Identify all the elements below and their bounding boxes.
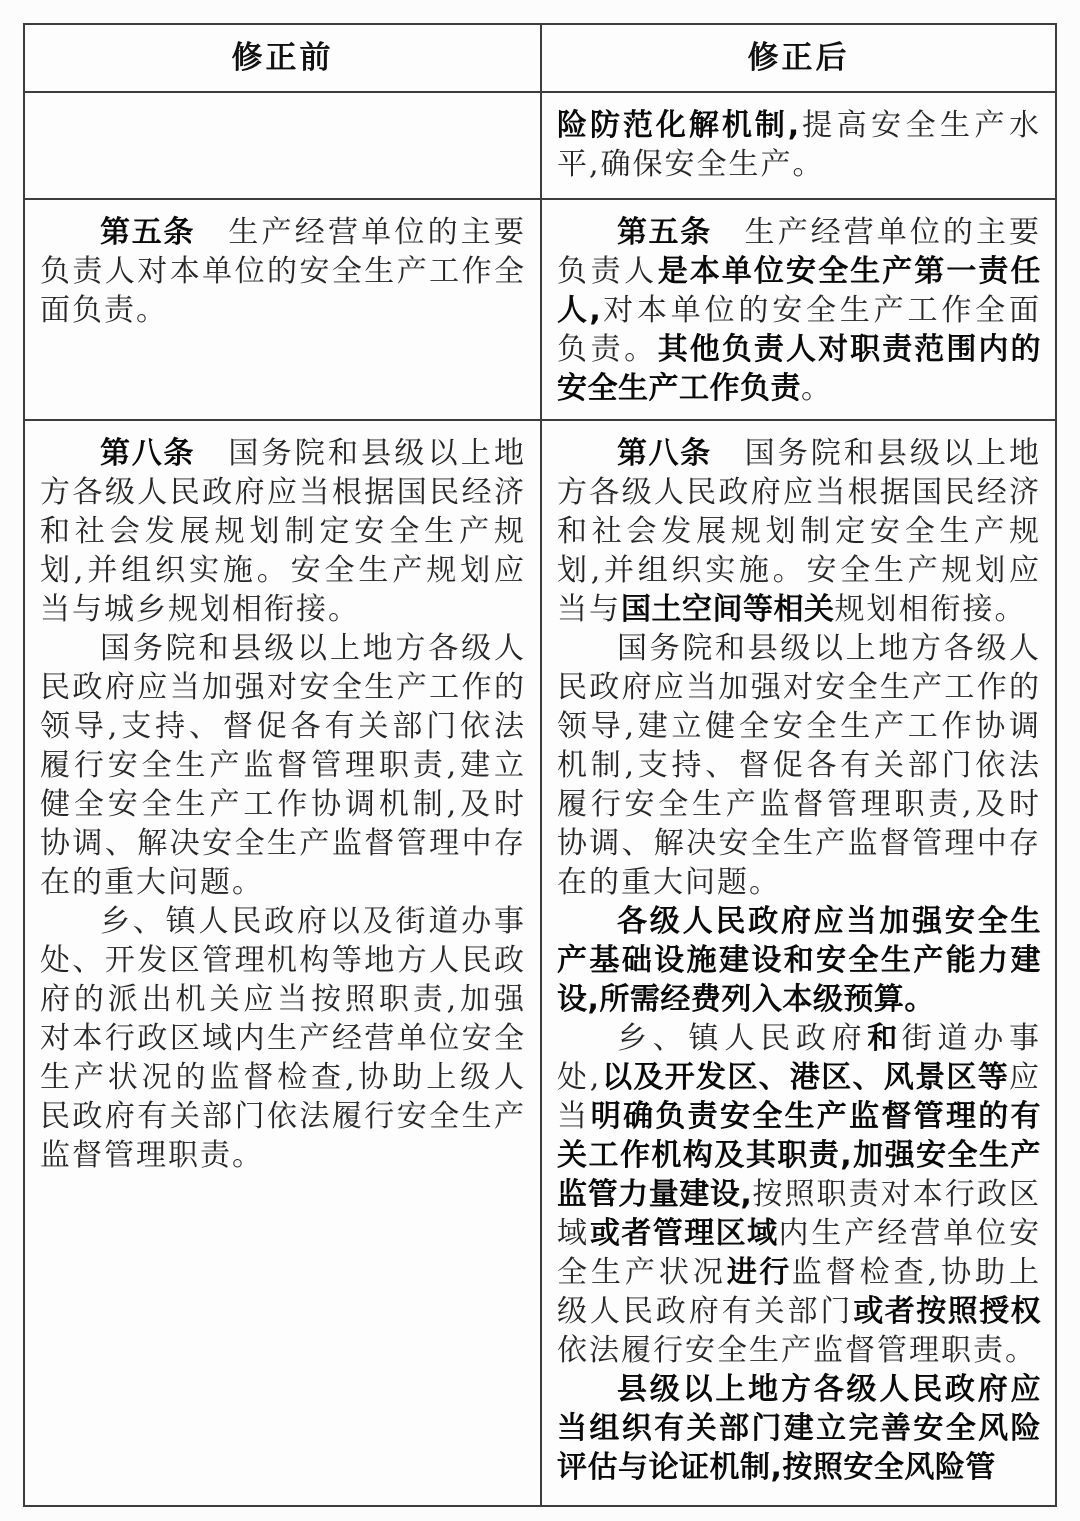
text-run: 应当 <box>557 1060 1041 1134</box>
paragraph-row3-after-p1 <box>557 434 1041 629</box>
cell-row1-after <box>540 91 1055 198</box>
bold-run: 是本单位安全生产第一责任人, <box>557 254 1042 328</box>
paragraph-row3-after-p2 <box>557 629 1041 902</box>
text-run: 提高安全生产水平,确保安全生产。 <box>557 108 1041 182</box>
paragraph-row3-before-p1 <box>40 434 526 629</box>
cell-row3-after <box>540 419 1055 1505</box>
column-header-before <box>25 25 540 91</box>
text-run: 生产经营单位的主要负责人对本单位的安全生产工作全面负责。 <box>40 215 526 328</box>
bold-run: 险防范化解机制, <box>557 108 800 143</box>
bold-run: 其他负责人对职责范围内的安全生产工作负责 <box>557 332 1042 406</box>
paragraph-row3-before-p3 <box>40 902 526 1175</box>
text-run: 国务院和县级以上地方各级人民政府应当根据国民经济和社会发展规划制定安全生产规划,并组织实施。安全生产规划应当与 <box>557 436 1041 627</box>
article-number-bold-run: 第五条 <box>617 215 712 250</box>
bold-run: 以及开发区、港区、风景区等 <box>601 1060 1009 1095</box>
paragraph-row3-after-p5 <box>557 1370 1041 1487</box>
bold-run: 和 <box>867 1021 902 1056</box>
article-number-bold-run: 第八条 <box>100 436 196 471</box>
cell-row1-before <box>25 91 540 198</box>
text-run: 按照职责对本行政区域 <box>557 1177 1041 1251</box>
paragraph-row3-after-p3 <box>557 902 1041 1019</box>
text-run: 监督检查,协助上级人民政府有关部门 <box>557 1255 1041 1329</box>
text-run: 国务院和县级以上地方各级人民政府应当加强对安全生产工作的领导,支持、督促各有关部门依法履行安全生产监督管理职责,建立健全安全生产工作协调机制,及时协调、解决安全生产监督管理中存在的重大问题。 <box>40 631 526 900</box>
text-run: 生产经营单位的主要负责人 <box>557 215 1041 289</box>
paragraph-row3-before-p2 <box>40 629 526 902</box>
text-run: 内生产经营单位安全生产状况 <box>557 1216 1042 1290</box>
comparison-table <box>23 23 1057 1507</box>
bold-run: 或者管理区域 <box>589 1216 779 1251</box>
column-header-after <box>540 25 1055 91</box>
cell-row2-before <box>25 198 540 419</box>
bold-run: 或者按照授权 <box>853 1294 1042 1329</box>
cell-row3-before <box>25 419 540 1505</box>
article-number-bold-run: 第五条 <box>100 215 196 250</box>
bold-run: 明确负责安全生产监督管理的有关工作机构及其职责,加强安全生产监管力量建设, <box>557 1099 1042 1212</box>
cell-row2-after <box>540 198 1055 419</box>
bold-run: 进行 <box>726 1255 792 1290</box>
text-run: 。 <box>801 371 833 406</box>
column-header-after-label: 修正后 <box>747 39 850 76</box>
paragraph-row2-after-p1 <box>557 213 1041 408</box>
text-run: 规划相衔接。 <box>834 592 1027 627</box>
text-run: 国务院和县级以上地方各级人民政府应当加强对安全生产工作的领导,建立健全安全生产工作协调机制,支持、督促各有关部门依法履行安全生产监督管理职责,及时协调、解决安全生产监督管理中存在的重大问题。 <box>557 631 1041 900</box>
bold-run: 国土空间等相关 <box>621 592 835 627</box>
paragraph-row1-after-p1 <box>557 106 1041 184</box>
paragraph-row3-after-p4 <box>557 1019 1041 1370</box>
bold-run: 各级人民政府应当加强安全生产基础设施建设和安全生产能力建设,所需经费列入本级预算。 <box>557 904 1041 1017</box>
text-run: 对本单位的安全生产工作全面负责。 <box>557 293 1041 367</box>
text-run: 国务院和县级以上地方各级人民政府应当根据国民经济和社会发展规划制定安全生产规划,并组织实施。安全生产规划应当与城乡规划相衔接。 <box>40 436 526 627</box>
text-run: 依法履行安全生产监督管理职责。 <box>557 1333 1037 1368</box>
bold-run: 县级以上地方各级人民政府应当组织有关部门建立完善安全风险评估与论证机制,按照安全风险管 <box>557 1372 1041 1485</box>
text-run: 乡、镇人民政府以及街道办事处、开发区管理机构等地方人民政府的派出机关应当按照职责,加强对本行政区域内生产经营单位安全生产状况的监督检查,协助上级人民政府有关部门依法履行安全生产监督管理职责。 <box>40 904 526 1173</box>
article-number-bold-run: 第八条 <box>617 436 712 471</box>
text-run: 街道办事处, <box>557 1021 1042 1095</box>
text-run: 乡、镇人民政府 <box>617 1021 868 1056</box>
paragraph-row2-before-p1 <box>40 213 526 330</box>
column-header-before-label: 修正前 <box>231 39 334 76</box>
